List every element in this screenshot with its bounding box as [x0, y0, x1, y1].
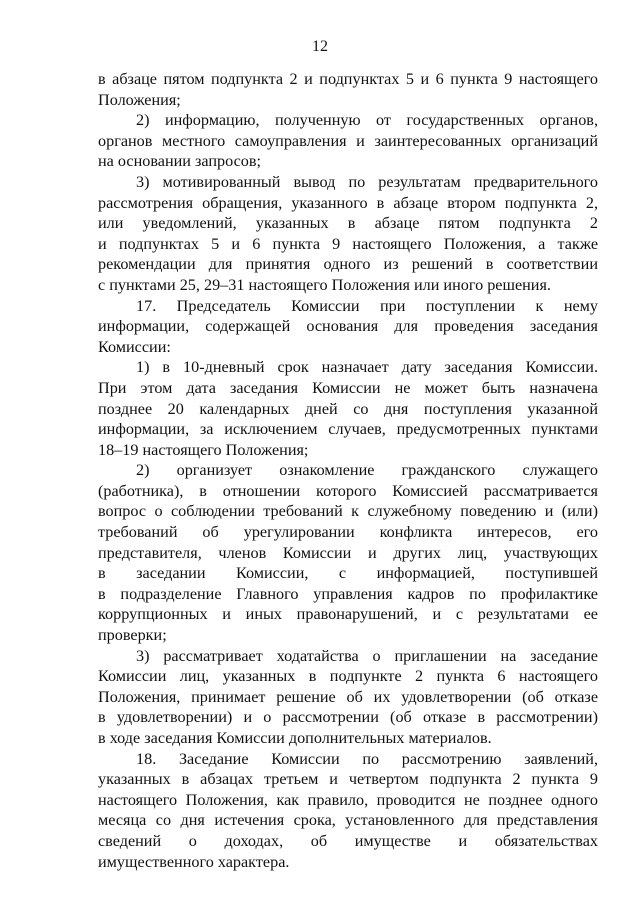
- text-line: информации, содержащей основания для проведения заседания: [98, 317, 598, 336]
- document-body: [98, 69, 598, 872]
- text-line: рассмотрения обращения, указанного в абзаце втором подпункта 2,: [98, 193, 598, 212]
- text-line: 3) мотивированный вывод по результатам предварительного: [136, 172, 598, 191]
- text-line: или уведомлений, указанных в абзаце пятом подпункта 2: [98, 214, 598, 233]
- text-line: информации, за исключением случаев, предусмотренных пунктами: [98, 420, 598, 439]
- text-line: При этом дата заседания Комиссии не может быть назначена: [98, 378, 598, 397]
- text-line: в заседании Комиссии, с информацией, поступившей: [98, 564, 598, 583]
- text-line: проверки;: [98, 626, 167, 645]
- text-line: (работника), в отношении которого Комиссией рассматривается: [98, 481, 598, 500]
- text-line: имущественного характера.: [98, 852, 290, 871]
- text-line: 2) информацию, полученную от государственных органов,: [136, 111, 598, 130]
- text-line: настоящего Положения, как правило, проводится не позднее одного: [98, 790, 598, 809]
- text-line: коррупционных и иных правонарушений, и с результатами ее: [98, 605, 598, 624]
- text-line: требований об урегулировании конфликта интересов, его: [98, 523, 598, 542]
- page-number: 12: [312, 38, 328, 55]
- text-line: на основании запросов;: [98, 152, 262, 171]
- text-line: 2) организует ознакомление гражданского служащего: [136, 461, 598, 480]
- text-line: 1) в 10-дневный срок назначает дату заседания Комиссии.: [136, 358, 598, 377]
- text-line: с пунктами 25, 29–31 настоящего Положения или иного решения.: [98, 275, 551, 294]
- text-line: рекомендации для принятия одного из решений в соответствии: [98, 255, 598, 274]
- text-line: Комиссии лиц, указанных в подпункте 2 пункта 6 настоящего: [98, 667, 598, 686]
- text-line: вопрос о соблюдении требований к служебному поведению и (или): [98, 502, 598, 521]
- text-line: представителя, членов Комиссии и других лиц, участвующих: [98, 543, 598, 562]
- text-line: сведений о доходах, об имуществе и обязательствах: [98, 831, 598, 850]
- text-line: Положения, принимает решение об их удовлетворении (об отказе: [98, 687, 598, 706]
- text-line: органов местного самоуправления и заинтересованных организаций: [98, 131, 598, 150]
- text-line: и подпунктах 5 и 6 пункта 9 настоящего Положения, а также: [98, 234, 598, 253]
- text-line: 17. Председатель Комиссии при поступлении к нему: [136, 296, 598, 315]
- text-line: месяца со дня истечения срока, установленного для представления: [98, 811, 598, 830]
- text-line: Положения;: [98, 90, 181, 109]
- text-line: 18–19 настоящего Положения;: [98, 440, 309, 459]
- text-line: 3) рассматривает ходатайства о приглашении на заседание: [136, 646, 598, 665]
- text-line: Комиссии:: [98, 337, 171, 356]
- text-line: позднее 20 календарных дней со дня поступления указанной: [98, 399, 598, 418]
- text-line: указанных в абзацах третьем и четвертом подпункта 2 пункта 9: [98, 770, 598, 789]
- text-line: в абзаце пятом подпункта 2 и подпунктах 5 и 6 пункта 9 настоящего: [98, 70, 598, 88]
- text-line: в ходе заседания Комиссии дополнительных материалов.: [98, 729, 492, 747]
- text-line: 18. Заседание Комиссии по рассмотрению заявлений,: [136, 749, 598, 768]
- text-line: в подразделение Главного управления кадров по профилактике: [98, 584, 598, 603]
- text-line: в удовлетворении) и о рассмотрении (об отказе в рассмотрении): [98, 708, 598, 727]
